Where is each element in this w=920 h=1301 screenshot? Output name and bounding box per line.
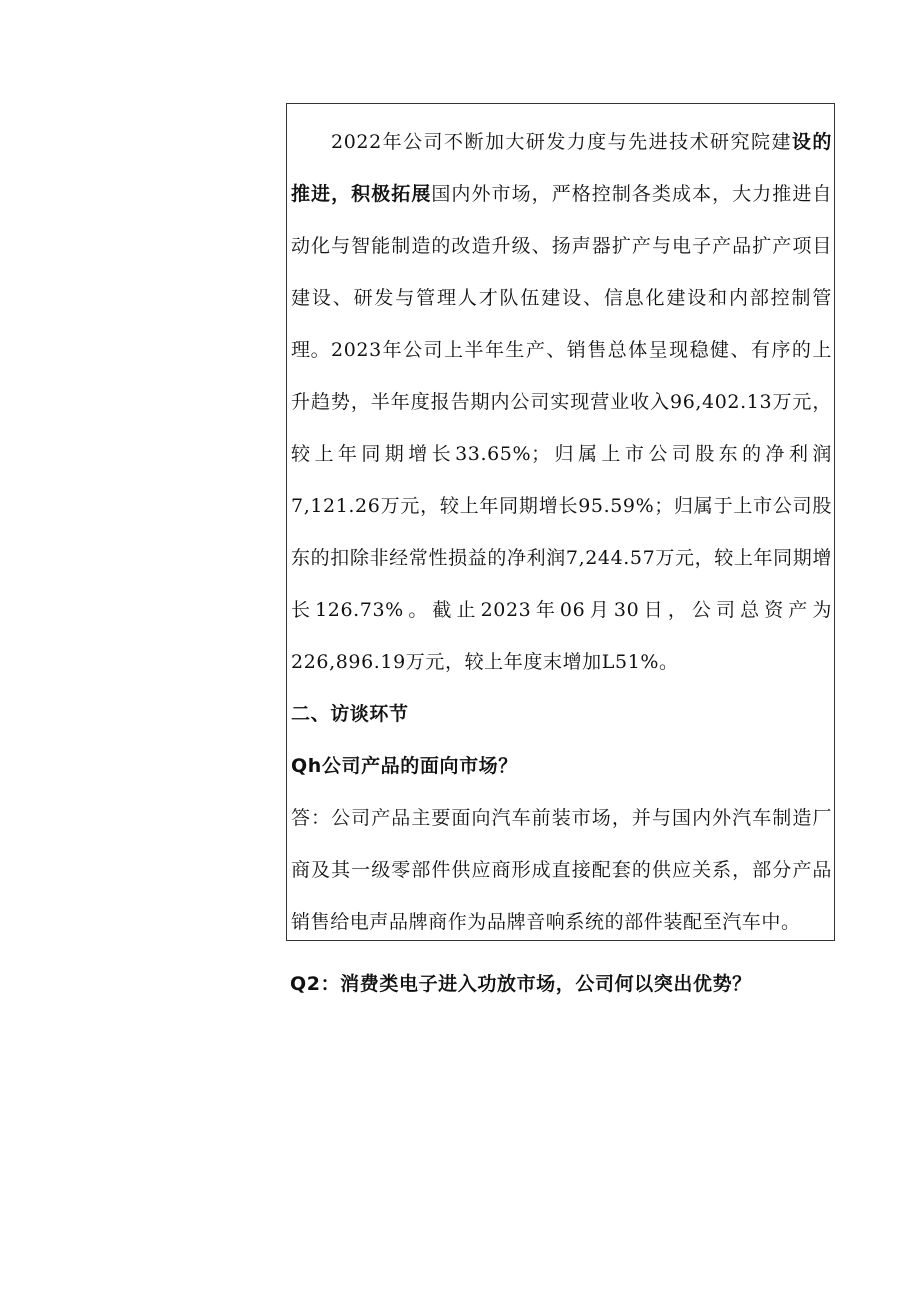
question-1: Qh公司产品的面向市场？ <box>291 755 518 777</box>
question-2: Q2：消费类电子进入功放市场，公司何以突出优势？ <box>290 973 752 995</box>
paragraph-2022-lead: 2022年公司不断加大研发力度与先进技术研究院建 <box>331 131 792 153</box>
section-heading-interview: 二、访谈环节 <box>291 703 409 725</box>
paragraph-2023-results: 2023年公司上半年生产、销售总体呈现稳健、有序的上升趋势，半年度报告期内公司实现营业收入96,402.13万元，较上年同期增长33.65%；归属上市公司股东的净利润7,121.26万元，较上年同期增长95.59%；归属于上市公司股东的扣除非经常性损益的净利润7,244.57万元，较上年同期增长126.73%。截止2023年06月30日，公司总资产为226,896.19万元，较上年度末增加L51%。 <box>291 339 832 673</box>
paragraph-2022-tail: 国内外市场，严格控制各类成本，大力推进自动化与智能制造的改造升级、扬声器扩产与电子产品扩产项目建设、研发与管理人才队伍建设、信息化建设和内部控制管理。 <box>291 183 832 361</box>
paragraph-2022-bold: 设的推进，积极拓展 <box>291 131 832 205</box>
content-box <box>286 103 835 941</box>
answer-1: 答：公司产品主要面向汽车前装市场，并与国内外汽车制造厂商及其一级零部件供应商形成直接配套的供应关系，部分产品销售给电声品牌商作为品牌音响系统的部件装配至汽车中。 <box>291 807 832 933</box>
